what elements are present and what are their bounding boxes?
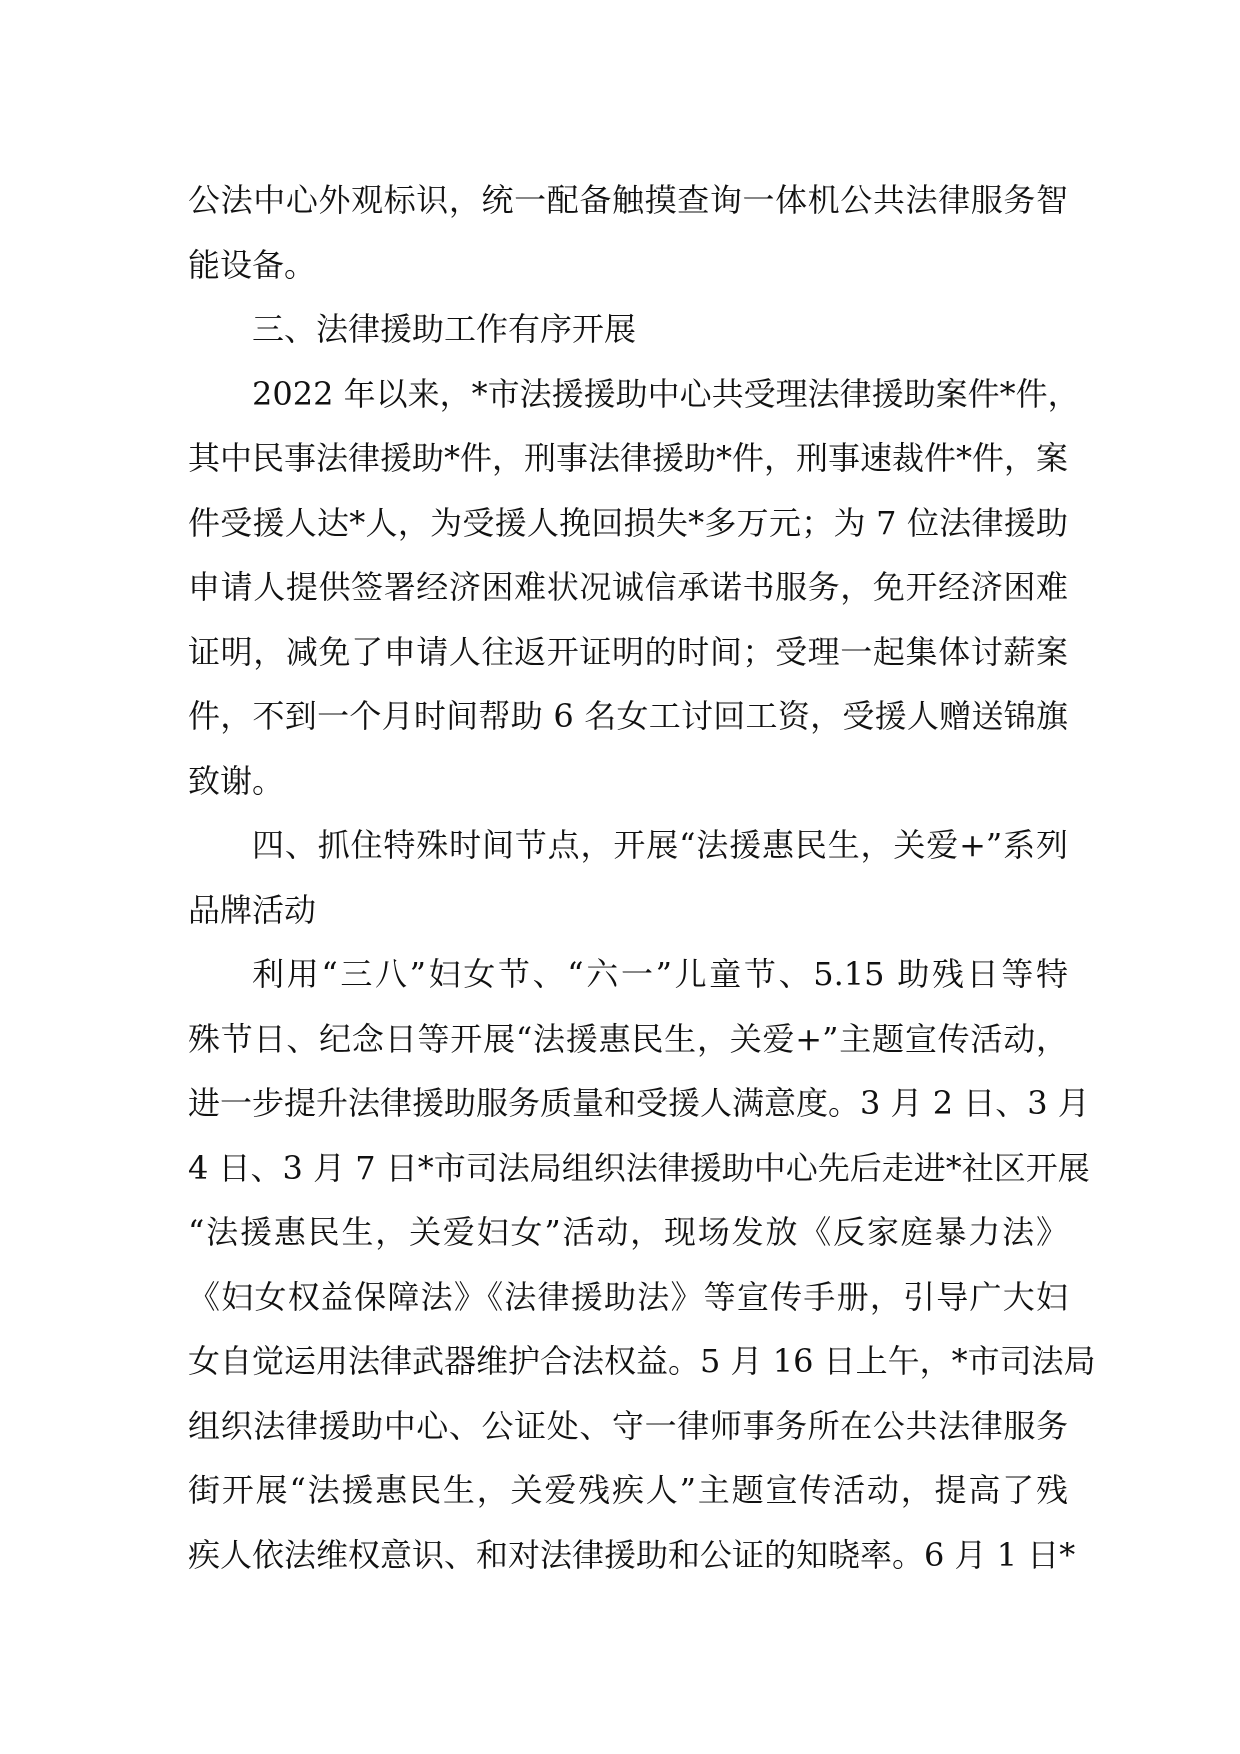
text-line: 证明，减免了申请人往返开证明的时间；受理一起集体讨薪案: [188, 632, 1068, 671]
text-line: 其中民事法律援助*件，刑事法律援助*件，刑事速裁件*件，案: [188, 439, 1069, 477]
text-line: 《妇女权益保障法》《法律援助法》等宣传手册，引导广大妇: [188, 1277, 1068, 1316]
text-line: 街开展“法援惠民生，关爱残疾人”主题宣传活动，提高了残: [188, 1471, 1068, 1509]
text-line: 利用“三八”妇女节、“六一”儿童节、5.15 助残日等特: [252, 955, 1068, 993]
text-line: 申请人提供签署经济困难状况诚信承诺书服务，免开经济困难: [188, 568, 1068, 606]
text-line: 件受援人达*人，为受援人挽回损失*多万元；为 7 位法律援助: [188, 503, 1068, 542]
text-line: 疾人依法维权意识、和对法律援助和公证的知晓率。6 月 1 日*: [188, 1535, 1076, 1574]
section-heading: 四、抓住特殊时间节点，开展“法援惠民生，关爱+”系列: [252, 826, 1068, 864]
document-body: [188, 168, 1096, 1587]
text-line: 女自觉运用法律武器维护合法权益。5 月 16 日上午，*市司法局: [188, 1342, 1096, 1380]
text-line: “法援惠民生，关爱妇女”活动，现场发放《反家庭暴力法》: [188, 1213, 1068, 1251]
text-line: 4 日、3 月 7 日*市司法局组织法律援助中心先后走进*社区开展: [188, 1148, 1090, 1187]
text-line: 件，不到一个月时间帮助 6 名女工讨回工资，受援人赠送锦旗: [188, 697, 1068, 735]
text-line: 组织法律援助中心、公证处、守一律师事务所在公共法律服务: [188, 1406, 1068, 1445]
text-line: 2022 年以来，*市法援援助中心共受理法律援助案件*件，: [252, 374, 1080, 413]
text-line: 殊节日、纪念日等开展“法援惠民生，关爱+”主题宣传活动，: [188, 1019, 1068, 1058]
text-line: 致谢。: [188, 761, 285, 800]
section-heading: 品牌活动: [188, 890, 317, 929]
text-line: 进一步提升法律援助服务质量和受援人满意度。3 月 2 日、3 月: [188, 1084, 1090, 1122]
section-heading: 三、法律援助工作有序开展: [252, 310, 637, 348]
text-line: 公法中心外观标识，统一配备触摸查询一体机公共法律服务智: [188, 181, 1068, 219]
text-line: 能设备。: [188, 245, 317, 284]
